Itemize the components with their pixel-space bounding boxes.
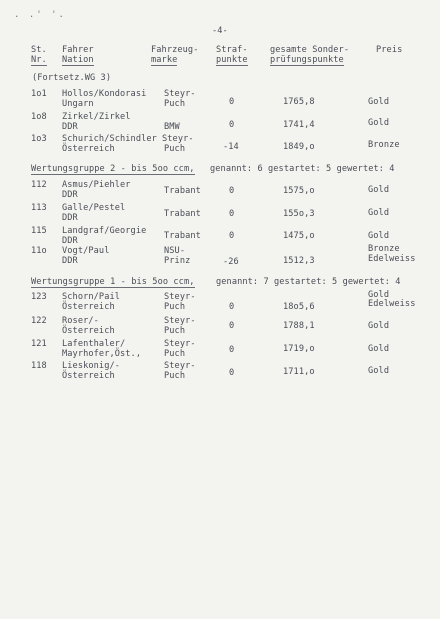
vehicle: Steyr- (162, 134, 194, 144)
driver-nation: Österreich (62, 371, 115, 381)
penalty-points: 0 (229, 231, 235, 241)
start-number: 1o1 (31, 89, 47, 99)
header-fahrzeug: Fahrzeug- (151, 45, 199, 55)
driver-nation: Ungarn (62, 99, 94, 109)
group1-title: Wertungsgruppe 1 - bis 5oo ccm, (31, 277, 195, 287)
group2-stats: genannt: 6 gestartet: 5 gewertet: 4 (210, 164, 395, 174)
penalty-points: 0 (229, 97, 235, 107)
driver-nation: DDR (62, 122, 78, 132)
header-marke: marke (151, 55, 178, 65)
total-score: 1512,3 (283, 256, 315, 266)
prize-line2: Edelweiss (368, 299, 416, 309)
table-row (0, 203, 440, 225)
table-row (0, 112, 440, 134)
driver-nation: DDR (62, 236, 78, 246)
continuation-label: (Fortsetz.WG 3) (32, 73, 112, 83)
driver-nation: DDR (62, 256, 78, 266)
prize: Bronze (368, 140, 400, 150)
header-pruefungspunkte: prüfungspunkte (270, 55, 344, 65)
driver-name: Roser/- (62, 316, 99, 326)
vehicle-line2: Puch (164, 349, 186, 359)
vehicle-line2: Puch (164, 371, 186, 381)
vehicle-line2: Puch (164, 144, 186, 154)
driver-name: Landgraf/Georgie (62, 226, 147, 236)
start-number: 118 (31, 361, 47, 371)
header-straf: Straf- (216, 45, 248, 55)
header-nr: Nr. (31, 55, 47, 65)
total-score: 1765,8 (283, 97, 315, 107)
penalty-points: 0 (229, 321, 235, 331)
driver-name: Lafenthaler/ (62, 339, 126, 349)
start-number: 115 (31, 226, 47, 236)
table-row (0, 339, 440, 361)
driver-name: Schorn/Pail (62, 292, 121, 302)
prize: Gold (368, 290, 390, 300)
corner-smudge: . .' '. (14, 10, 66, 20)
vehicle: Trabant (164, 186, 201, 196)
prize: Gold (368, 231, 390, 241)
driver-name: Vogt/Paul (62, 246, 110, 256)
vehicle-line2: Puch (164, 302, 186, 312)
vehicle: Steyr- (164, 339, 196, 349)
driver-nation: Mayrhofer,Öst., (62, 349, 142, 359)
vehicle: Trabant (164, 231, 201, 241)
table-row (0, 134, 440, 156)
vehicle-line2: Puch (164, 99, 186, 109)
penalty-points: 0 (229, 368, 235, 378)
driver-nation: Österreich (62, 144, 115, 154)
driver-name: Lieskonig/- (62, 361, 121, 371)
header-fahrer: Fahrer (62, 45, 94, 55)
driver-nation: DDR (62, 190, 78, 200)
group2-title: Wertungsgruppe 2 - bis 5oo ccm, (31, 164, 195, 174)
driver-name: Asmus/Piehler (62, 180, 131, 190)
header-punkte: punkte (216, 55, 248, 65)
vehicle: BMW (164, 122, 180, 132)
table-row (0, 361, 440, 383)
total-score: 1741,4 (283, 120, 315, 130)
header-preis: Preis (376, 45, 403, 55)
vehicle: Steyr- (164, 361, 196, 371)
driver-nation: Österreich (62, 326, 115, 336)
start-number: 1o3 (31, 134, 47, 144)
table-row (0, 292, 440, 314)
penalty-points: 0 (229, 209, 235, 219)
total-score: 1849,o (283, 142, 315, 152)
start-number: 113 (31, 203, 47, 213)
start-number: 112 (31, 180, 47, 190)
total-score: 1719,o (283, 344, 315, 354)
vehicle: Steyr- (164, 89, 196, 99)
start-number: 123 (31, 292, 47, 302)
prize-line2: Edelweiss (368, 254, 416, 264)
prize: Gold (368, 185, 390, 195)
prize: Gold (368, 118, 390, 128)
page-number: -4- (212, 26, 228, 36)
driver-name: Hollos/Kondorasi (62, 89, 147, 99)
total-score: 1711,o (283, 367, 315, 377)
prize: Gold (368, 208, 390, 218)
group1-stats: genannt: 7 gestartet: 5 gewertet: 4 (216, 277, 401, 287)
vehicle: Steyr- (164, 316, 196, 326)
penalty-points: -14 (223, 142, 239, 152)
vehicle-line2: Prinz (164, 256, 191, 266)
prize: Gold (368, 321, 390, 331)
start-number: 1o8 (31, 112, 47, 122)
table-row (0, 180, 440, 202)
penalty-points: 0 (229, 120, 235, 130)
table-row (0, 246, 440, 268)
header-st: St. (31, 45, 47, 55)
driver-name: Schurich/Schindler (62, 134, 157, 144)
driver-nation: Österreich (62, 302, 115, 312)
header-nation: Nation (62, 55, 94, 65)
table-row (0, 316, 440, 338)
start-number: 121 (31, 339, 47, 349)
driver-name: Zirkel/Zirkel (62, 112, 131, 122)
header-gesamte: gesamte Sonder- (270, 45, 350, 55)
driver-name: Galle/Pestel (62, 203, 126, 213)
table-row (0, 89, 440, 111)
prize: Gold (368, 366, 390, 376)
start-number: 122 (31, 316, 47, 326)
start-number: 11o (31, 246, 47, 256)
total-score: 18o5,6 (283, 302, 315, 312)
total-score: 1788,1 (283, 321, 315, 331)
penalty-points: 0 (229, 302, 235, 312)
vehicle: Steyr- (164, 292, 196, 302)
penalty-points: 0 (229, 345, 235, 355)
prize: Bronze (368, 244, 400, 254)
vehicle: Trabant (164, 209, 201, 219)
penalty-points: -26 (223, 257, 239, 267)
total-score: 1575,o (283, 186, 315, 196)
total-score: 155o,3 (283, 209, 315, 219)
vehicle-line2: Puch (164, 326, 186, 336)
total-score: 1475,o (283, 231, 315, 241)
driver-nation: DDR (62, 213, 78, 223)
penalty-points: 0 (229, 186, 235, 196)
prize: Gold (368, 97, 390, 107)
vehicle: NSU- (164, 246, 186, 256)
prize: Gold (368, 344, 390, 354)
